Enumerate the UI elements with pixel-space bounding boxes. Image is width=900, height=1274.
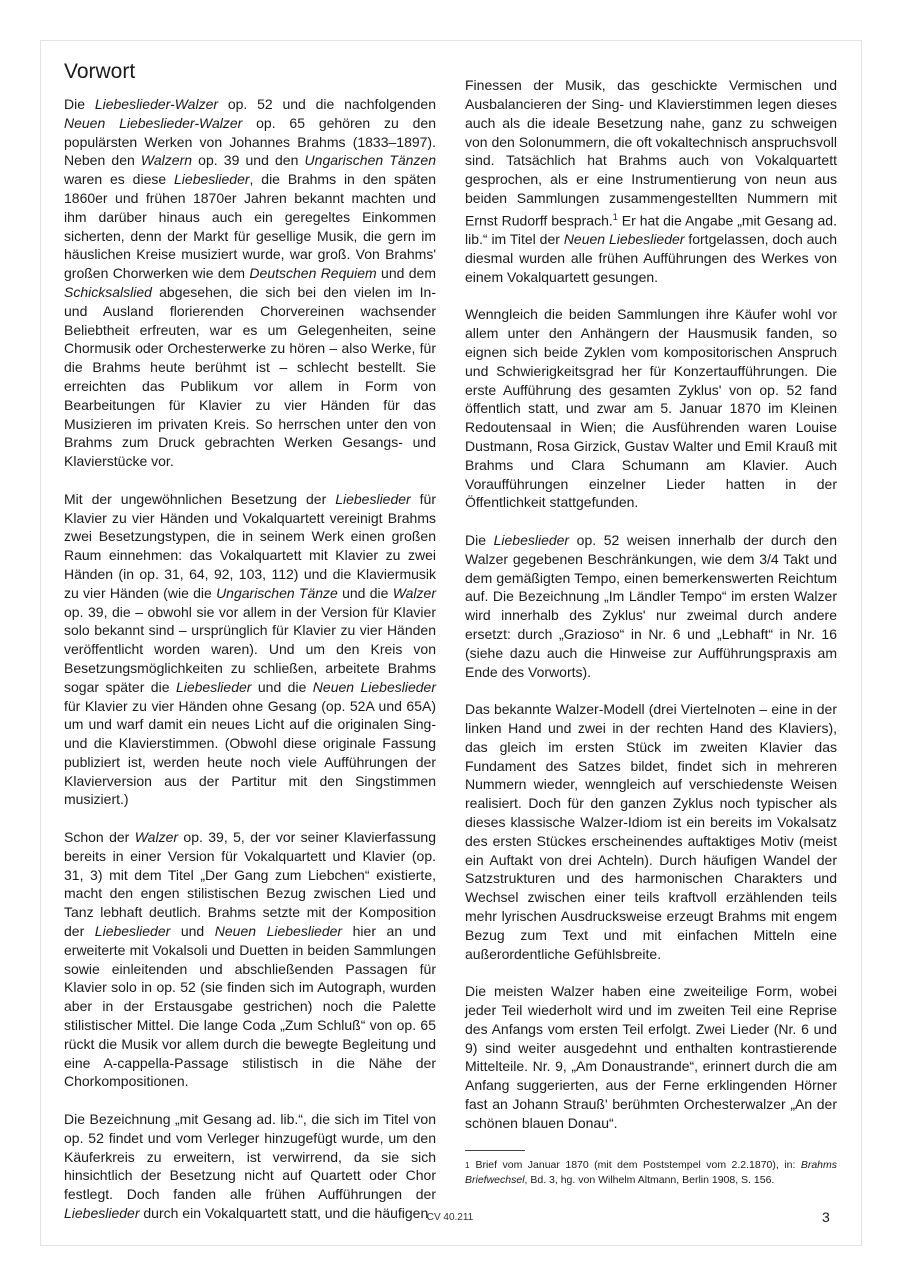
italic-title: Neuen Liebeslieder	[312, 678, 436, 695]
italic-title: Walzer	[134, 829, 179, 846]
text-segment: durch ein Vokalquartett statt, und die häufigen	[139, 1205, 429, 1222]
text-segment: op. 65 gehören zu den populärsten Werken von Johannes Brahms (1833–1897). Neben den	[64, 114, 436, 169]
paragraph	[465, 76, 837, 286]
italic-title: Ungarischen Tänzen	[304, 152, 436, 169]
text-segment: Die Bezeichnung „mit Gesang ad. lib.“, die sich im Titel von op. 52 findet und vom Verleger hinzugefügt wurde, um den Käuferkreis zu erweitern, ist verwirrend, da sie sich hinsichtlich der Besetzung nicht auf Quartett oder Chor festlegt. Doch fanden alle frühen Aufführungen der	[64, 1111, 436, 1203]
text-segment: , die Brahms in den späten 1860er und frühen 1870er Jahren bekannt machten und ihm darüber hinaus auch ein geregeltes Einkommen sicherten, denn der Markt für gesellige Musik, die gern im häuslichen Kreise musiziert wurde, war groß. Von Brahms' großen Chorwerken wie dem	[64, 171, 436, 282]
text-segment: und die	[337, 584, 393, 601]
text-segment: op. 39, die – obwohl sie vor allem in der Version für Klavier solo bekannt sind – ursprünglich für Klavier zu vier Händen veröffentlicht worden waren). Und um den Kreis von Besetzungsmöglichkeiten zu schließen, arbeitete Brahms sogar später die	[64, 603, 436, 695]
italic-title: Liebeslieder	[493, 531, 570, 548]
italic-title: Liebeslieder	[64, 1205, 140, 1222]
text-segment: abgesehen, die sich bei den vielen im In- und Ausland florierenden Chorvereinen wachsender Beliebtheit erfreuten, war es um Gelegenheiten, seine Chormusik oder Orchesterwerke zu hören – also Werke, für die Brahms heute berühmt ist – schlecht bestellt. Sie erreichten das Publikum vor allem in Form von Bearbeitungen für Klavier zu vier Händen für das Musizieren im privaten Kreis. So herrschen unter den von Brahms zum Druck gebrachten Werken Gesangs- und Klavierstücke vor.	[64, 283, 436, 470]
italic-title: Walzer	[392, 584, 436, 601]
italic-title: Liebeslieder	[174, 171, 250, 188]
paragraph	[465, 982, 837, 1132]
italic-title: Walzern	[140, 152, 193, 169]
italic-title: Liebeslieder	[335, 490, 411, 507]
text-segment: für Klavier zu vier Händen ohne Gesang (op. 52A und 65A) um und warf damit ein neues Licht auf die originalen Sing- und die Klavierstimmen. (Obwohl diese originale Fassung publiziert ist, werden heute noch viele Aufführungen der Klavierversion aus der Partitur mit den Singstimmen musiziert.)	[64, 697, 436, 808]
text-segment: Die	[465, 531, 494, 548]
text-segment: op. 52 weisen innerhalb der durch den Walzer gegebenen Beschränkungen, wie dem 3/4 Takt und dem gemäßigten Tempo, einen bemerkenswerten Reichtum auf. Die Bezeichnung „Im Ländler Tempo“ im ersten Walzer wird innerhalb des Zyklus' nur zweimal durch andere ersetzt: durch „Grazioso“ in Nr. 6 und „Lebhaft“ in Nr. 16 (siehe dazu auch die Hinweise zur Aufführungspraxis am Ende des Vorworts).	[465, 531, 837, 680]
paragraph	[465, 700, 837, 963]
footnote-reference: 1	[612, 211, 618, 222]
paragraph	[64, 828, 436, 1091]
italic-title: Brahms Briefwechsel	[465, 1159, 837, 1186]
footnote-text	[465, 1159, 837, 1186]
italic-title: Neuen Liebeslieder	[214, 923, 343, 940]
footnote	[465, 1158, 837, 1188]
italic-title: Deutschen Requiem	[249, 265, 377, 282]
text-segment: und die	[251, 678, 313, 695]
text-segment: Wenngleich die beiden Sammlungen ihre Käufer wohl vor allem unter den Anhängern der Hausmusik fanden, so eignen sich beide Zyklen vom kompositorischen Anspruch und Schwierigkeitsgrad her für Konzertaufführungen. Die erste Aufführung des gesamten Zyklus' von op. 52 fand öffentlich statt, und zwar am 5. Januar 1870 im Kleinen Redoutensaal in Wien; die Ausführenden waren Louise Dustmann, Rosa Girzick, Gustav Walter und Emil Krauß mit Brahms und Clara Schumann am Klavier. Auch Voraufführungen einzelner Lieder hatten in der Öffentlichkeit stattgefunden.	[465, 306, 837, 511]
text-segment: hier an und erweiterte mit Vokalsoli und Duetten in beiden Sammlungen sowie einleitenden und abschließenden Passagen für Klavier solo in op. 52 (sie finden sich im Autograph, wurden aber in der Erstausgabe gestrichen) noch die Palette stilistischer Mittel. Die lange Coda „Zum Schluß“ von op. 65 rückt die Musik vor allem durch die bewegte Begleitung und eine A-cappella-Passage stilistisch in die Nähe der Chorkompositionen.	[64, 923, 437, 1090]
footnote-rule	[465, 1150, 525, 1151]
text-segment: Das bekannte Walzer-Modell (drei Viertelnoten – eine in der linken Hand und zwei in der rechten Hand des Klaviers), das gleich im ersten Stück im zweiten Klavier das Fundament des Satzes bildet, findet sich in mehreren Nummern wieder, wenngleich auf verschiedenste Weisen realisiert. Doch für den ganzen Zyklus noch typischer als dieses klassische Walzer-Idiom ist ein bereits im Vokalsatz des ersten Stückes erscheinendes auftaktiges Motiv (meist ein Auftakt von drei Achteln). Durch häufigen Wandel der Satzstrukturen und des harmonischen Charakters und Wechsel zwischen einer teils kraftvoll erzählenden teils mehr lyrischen Ausdrucksweise erzeugt Brahms mit engem Bezug zum Text und mit einfachen Mitteln eine außerordentliche Gefühlsbreite.	[465, 701, 837, 962]
text-segment: Mit der ungewöhnlichen Besetzung der	[64, 490, 336, 507]
text-segment: Die	[64, 96, 95, 112]
italic-title: Liebeslieder-Walzer	[94, 96, 219, 112]
text-segment: waren es diese	[64, 171, 175, 188]
text-segment: und	[170, 923, 215, 940]
page-title: Vorwort	[64, 60, 136, 83]
text-segment: Die meisten Walzer haben eine zweiteilige Form, wobei jeder Teil wiederholt wird und im zweiten Teil eine Reprise des Anfangs vom ersten Teil erfolgt. Zwei Lieder (Nr. 6 und 9) sind weiter ausgedehnt und enthalten kontrastierende Mittelteile. Nr. 9, „Am Donaustrande“, erinnert durch die am Anfang suggerierten, aus der Ferne erklingenden Hörner fast an Johann Strauß' berühmten Orchesterwalzer „An der schönen blauen Donau“.	[465, 983, 837, 1131]
page-number: 3	[822, 1209, 830, 1225]
italic-title: Liebeslieder	[175, 678, 252, 695]
text-segment: Finessen der Musik, das geschickte Vermischen und Ausbalancieren der Sing- und Klavierstimmen legen dieses auch als die ideale Besetzung nahe, ganz zu schweigen von den Solonummern, die oft vokaltechnisch anspruchsvoll sind. Tatsächlich hat Brahms auch von Vokalquartett gesprochen, als er eine Instrumentierung von neun aus beiden Sammlungen zusammengestellten Nummern mit Ernst Rudorff besprach.	[465, 77, 837, 229]
text-segment: fortgelassen, doch auch diesmal wurden alle frühen Aufführungen des Werkes von einem Vokalquartett gesungen.	[465, 231, 837, 285]
paragraph	[465, 531, 837, 681]
text-segment: op. 39, 5, der vor seiner Klavierfassung bereits in einer Version für Vokalquartett und Klavier (op. 31, 3) mit dem Titel „Der Gang zum Liebchen“ existierte, macht den engen stilistischen Bezug zwischen Lied und Tanz lebhaft deutlich. Brahms setzte mit der Komposition der	[64, 829, 436, 940]
text-segment: , Bd. 3, hg. von Wilhelm Altmann, Berlin 1908, S. 156.	[524, 1174, 775, 1186]
paragraph	[64, 490, 436, 810]
italic-title: Neuen Liebeslieder	[563, 231, 685, 248]
footnote-number: 1	[465, 1161, 470, 1170]
text-segment: für Klavier zu vier Händen und Vokalquartett vereinigt Brahms zwei Besetzungstypen, die in seinem Werk einen großen Raum einnehmen: das Vokalquartett mit Klavier zu zwei Händen (in op. 31, 64, 92, 103, 112) und die Klaviermusik zu vier Händen (wie die	[64, 490, 436, 601]
left-column	[64, 95, 436, 1242]
text-segment: op. 52 und die nachfolgenden	[218, 96, 436, 112]
italic-title: Schicksalslied	[64, 283, 152, 300]
right-column	[465, 77, 837, 1151]
paragraph	[64, 1110, 436, 1223]
text-segment: und dem	[376, 265, 436, 282]
catalog-number: CV 40.211	[426, 1212, 474, 1223]
italic-title: Neuen Liebeslieder-Walzer	[64, 114, 243, 131]
paragraph	[64, 95, 436, 471]
text-segment: Er hat die Angabe „mit Gesang ad. lib.“ im Titel der	[465, 212, 837, 248]
italic-title: Liebeslieder	[94, 923, 171, 940]
paragraph	[465, 305, 837, 512]
text-segment: op. 39 und den	[192, 152, 305, 169]
italic-title: Ungarischen Tänze	[216, 584, 338, 601]
text-segment: Schon der	[64, 829, 135, 846]
text-segment: Brief vom Januar 1870 (mit dem Poststempel vom 2.2.1870), in:	[475, 1159, 801, 1171]
